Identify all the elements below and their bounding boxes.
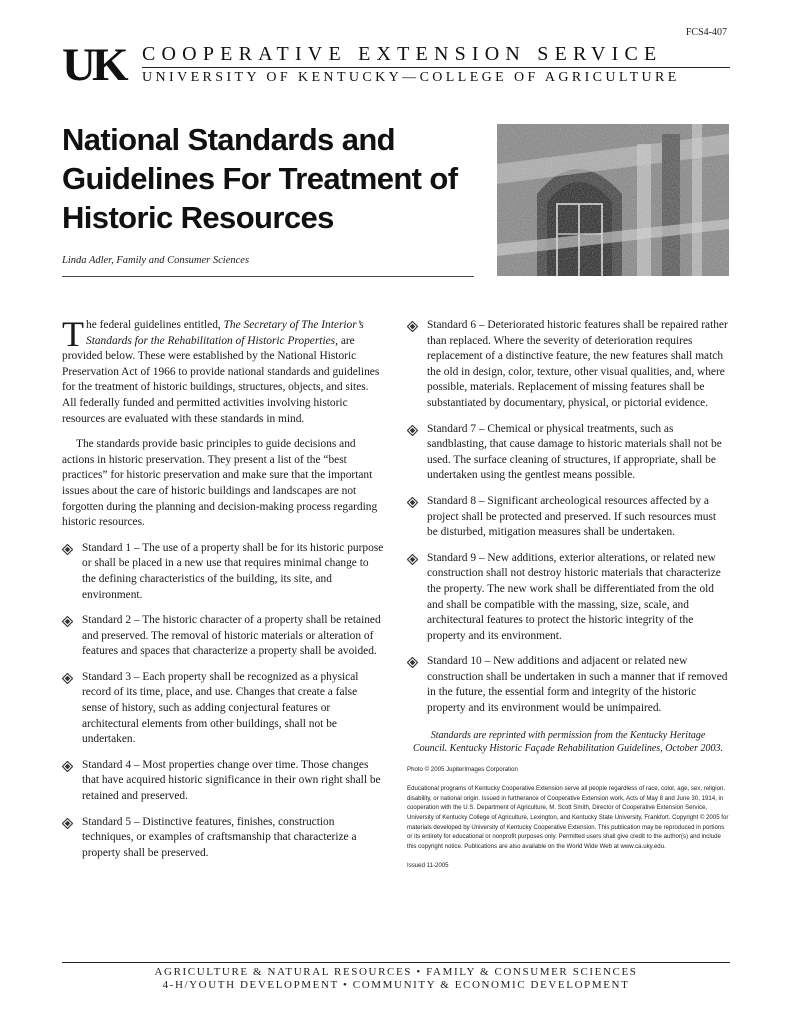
- uk-logo: [62, 39, 138, 91]
- historic-building-photo: [497, 124, 729, 276]
- diamond-bullet-icon: [407, 425, 418, 436]
- standard-text: Standard 6 – Deteriorated historic features shall be repaired rather than replaced. Where the severity of deterioration requires replacement of a distinctive feature, the new features shall match the old in design, color, texture, other visual qualities, and, where possible, materials. Replacement of missing features shall be substantiated by documentary, physical, or pictorial evidence.: [427, 319, 728, 409]
- masthead-rule: [142, 67, 730, 68]
- standard-item-5: [62, 815, 384, 862]
- standard-text: Standard 7 – Chemical or physical treatments, such as sandblasting, that cause damage to historic materials shall not be used. The surface cleaning of structures, if appropriate, shall be undertaken using the gentlest means possible.: [427, 422, 722, 482]
- standard-text: Standard 3 – Each property shall be recognized as a physical record of its time, place, and use. Changes that create a false sense of history, such as adding conjectural features or architectural elements from other buildings, shall not be undertaken.: [82, 670, 359, 746]
- right-column: [407, 318, 729, 881]
- legal-fine-print: Educational programs of Kentucky Cooperative Extension serve all people regardless of race, color, age, sex, religion, disability, or national origin. Issued in furtherance of Cooperative Extension work, Acts of May 8 and June 30, 1914, in cooperation with the U.S. Department of Agriculture, M. Scott Smith, Director of Cooperative Extension Service, University of Kentucky College of Agriculture, Lexington, and Kentucky State University, Frankfort. Copyright © 2005 for materials developed by University of Kentucky Cooperative Extension. This publication may be reproduced in portions or its entirety for educational or nonprofit purposes only. Permitted users shall give credit to the author(s) and include this copyright notice. Publications are also available on the World Wide Web at www.ca.uky.edu.: [407, 785, 729, 850]
- diamond-bullet-icon: [62, 761, 73, 772]
- standard-text: Standard 9 – New additions, exterior alterations, or related new construction shall not destroy historic materials that characterize the property. The new work shall be differentiated from the old and shall be compatible with the massing, size, scale, and architectural features to protect the historic integrity of the property and its environment.: [427, 551, 721, 642]
- title-divider: [62, 276, 474, 277]
- diamond-bullet-icon: [62, 818, 73, 829]
- standard-item-3: [62, 670, 384, 748]
- diamond-bullet-icon: [62, 544, 73, 555]
- footer-program-areas: [62, 966, 730, 992]
- standard-text: Standard 5 – Distinctive features, finishes, construction techniques, or examples of craftsmanship that characterize a property shall be preserved.: [82, 815, 357, 859]
- drop-cap: T: [62, 314, 84, 354]
- masthead-service-name: COOPERATIVE EXTENSION SERVICE: [142, 43, 663, 65]
- standard-item-9: [407, 551, 729, 645]
- intro-text-start: he federal guidelines entitled,: [86, 319, 224, 331]
- standard-item-10: [407, 654, 729, 716]
- standard-text: Standard 8 – Significant archeological resources affected by a project shall be protected and preserved. If such resources must be disturbed, mitigation measures shall be undertaken.: [427, 494, 717, 539]
- footer-line-2: 4-H/YOUTH DEVELOPMENT • COMMUNITY & ECONOMIC DEVELOPMENT: [162, 979, 630, 991]
- standard-item-4: [62, 758, 384, 805]
- issue-date: Issued 11-2005: [407, 862, 449, 870]
- uk-logo-letters: UK: [62, 39, 125, 91]
- standard-text: Standard 1 – The use of a property shall be for its historic purpose or shall be placed in a new use that requires minimal change to the defining characteristics of the building, its site, and environment.: [82, 541, 384, 601]
- standard-item-2: [62, 613, 384, 660]
- diamond-bullet-icon: [407, 497, 418, 508]
- intro-publication-title: The Secretary of The Interior’s Standards for the Rehabilitation of Historic Properties,: [86, 319, 364, 347]
- masthead-university-name: UNIVERSITY OF KENTUCKY—COLLEGE OF AGRICULTURE: [142, 70, 680, 85]
- diamond-bullet-icon: [407, 321, 418, 332]
- document-title: National Standards and Guidelines For Treatment of Historic Resources: [62, 122, 458, 235]
- diamond-bullet-icon: [407, 657, 418, 668]
- author-line: Linda Adler, Family and Consumer Sciences: [62, 255, 250, 266]
- standard-item-8: [407, 494, 729, 541]
- standard-item-7: [407, 422, 729, 484]
- diamond-bullet-icon: [407, 554, 418, 565]
- footer-rule: [62, 962, 730, 963]
- diamond-bullet-icon: [62, 616, 73, 627]
- intro-text-end: are provided below. These were established by the National Historic Preservation Act of 1966 to provide national standards and guidelines for the treatment of historic buildings, structures, objects, and sites. All federally funded and permitted activities involving historic resources are evaluated with these standards in mind.: [62, 334, 380, 425]
- standard-text: Standard 4 – Most properties change over time. Those changes that have acquired historic significance in their own right shall be retained and preserved.: [82, 758, 381, 803]
- footer-line-1: AGRICULTURE & NATURAL RESOURCES • FAMILY & CONSUMER SCIENCES: [154, 966, 638, 978]
- standard-text: Standard 2 – The historic character of a property shall be retained and preserved. The removal of historic materials or alteration of features and spaces that characterize a property shall be avoided.: [82, 614, 381, 658]
- standards-overview-paragraph: The standards provide basic principles to guide decisions and actions in historic preservation. They present a list of the “best practices” for historic preservation and make sure that the important issues about the care of historic buildings and landscapes are not forgotten during the planning and decision-making process regarding historic resources.: [62, 438, 378, 529]
- photo-credit: Photo © 2005 JupiterImages Corporation: [407, 765, 518, 773]
- standard-item-6: [407, 318, 729, 412]
- masthead: [62, 39, 730, 91]
- diamond-bullet-icon: [62, 673, 73, 684]
- document-number: FCS4-407: [685, 27, 727, 38]
- standard-item-1: [62, 541, 384, 603]
- left-column: [62, 314, 384, 871]
- standard-text: Standard 10 – New additions and adjacent or related new construction shall be undertaken in such a manner that if removed in the future, the essential form and integrity of the historic property and its environment would be unimpaired.: [427, 655, 728, 715]
- standards-credit: Standards are reprinted with permission from the Kentucky Heritage Council. Kentucky Historic Façade Rehabilitation Guidelines, October 2003.: [413, 729, 723, 754]
- intro-paragraph: [62, 314, 384, 427]
